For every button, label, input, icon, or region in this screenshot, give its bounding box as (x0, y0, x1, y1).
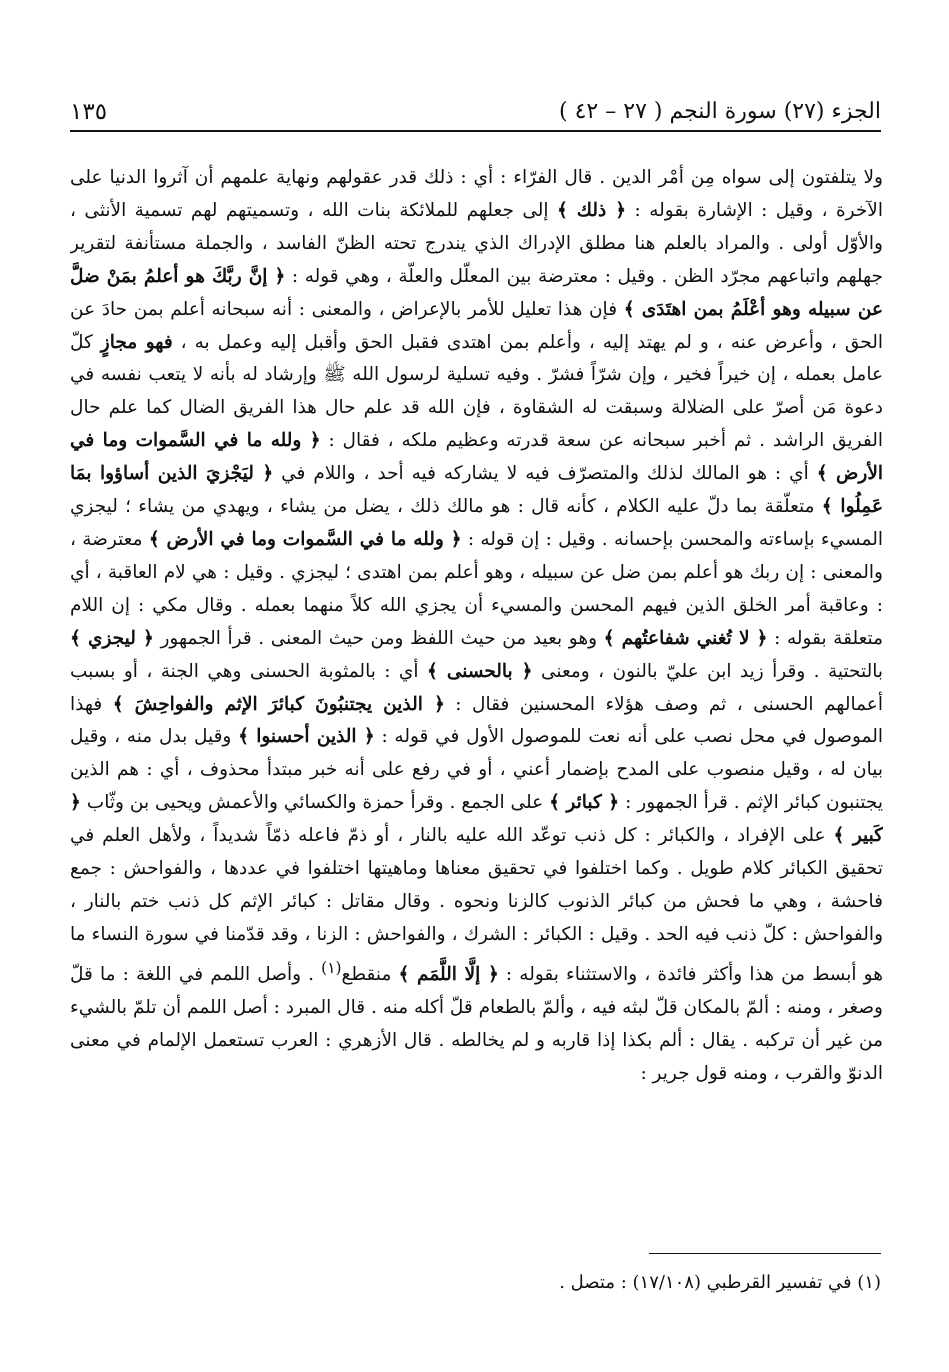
footnote: (١) في تفسير القرطبي (١٧/١٠٨) : متصل . (559, 1272, 881, 1293)
text-segment: على الإفراد ، والكبائر : كل ذنب توعّد الله عليه بالنار ، أو ذمّ فاعله ذمّاً شديداً ، ولأهل العلم في تحقيق الكبائر كلام طويل . وكما اختلفوا في تحقيق معناها وماهيتها اختلفوا في عددها ، والفواحش : جمع فاحشة ، وهي ما فحش من كبائر الذنوب كالزنا ونحوه . وقال مقاتل : كبائر الإثم كل ذنب ختم بالنار ، والفواحش : كلّ ذنب فيه الحد . وقيل : الكبائر : الشرك ، والفواحش : الزنا ، وقد قدّمنا في سورة النساء ما هو أبسط من هذا وأكثر فائدة ، والاستثناء بقوله : (70, 825, 883, 985)
quran-quote: ﴿ كبائر ﴾ (549, 792, 620, 814)
quran-quote: ﴿ إلَّا اللَّمَم ﴾ (398, 963, 499, 985)
footnote-rule (649, 1253, 881, 1254)
text-segment: إلى جعلهم للملائكة بنات الله ، وتسميتهم لهم تسمية الأنثى ، والأوّل أولى . والمراد بالعلم هنا مطلق الإدراك الذي يندرج تحته الظنّ الفاسد ، والجملة مستأنفة لتقرير جهلهم واتباعهم مجرّد الظن . وقيل : معترضة بين المعلّل والعلّة ، وهي قوله : (70, 199, 883, 287)
text-segment: أي : هو المالك لذلك والمتصرّف فيه لا يشاركه فيه أحد ، واللام في (281, 463, 809, 485)
quran-quote: ﴿ إنَّ ربَّكَ هو أعلمُ بمَنْ ضلَّ عن سبيله وهو أعْلَمُ بمن اهتَدَى ﴾ (70, 265, 883, 320)
quran-quote: ﴿ ليَجْزيَ الذين أساؤوا بمَا عَمِلُوا ﴾ (70, 463, 883, 518)
text-segment: فإن هذا تعليل للأمر بالإعراض ، والمعنى : أنه سبحانه أعلم بمن حادَ عن الحق ، وأعرض عنه ، و لم يهتد إليه ، وأعلم بمن اهتدى فقبل الحق وأقبل إليه وعمل به ، (70, 298, 883, 353)
text-segment: معترضة ، والمعنى : إن ربك هو أعلم بمن ضل عن سبيله ، وهو أعلم بمن اهتدى ؛ ليجزي . وقيل : هي لام العاقبة ، أي : وعاقبة أمر الخلق الذين فيهم المحسن والمسيء أن يجزي الله كلاً منهما بعمله . وقال مكي : إن اللام متعلقة بقوله : (70, 528, 883, 649)
text-segment: . وأصل اللمم في اللغة : ما قلّ وصغر ، ومنه : ألمّ بالمكان قلّ لبثه فيه ، وألمّ بالطعام قلّ أكله منه . قال المبرد : أصل اللمم أن تلمّ بالشيء من غير أن تركبه . يقال : ألم بكذا إذا قاربه و لم يخالطه . قال الأزهري : العرب تستعمل الإلمام في معنى الدنوّ والقرب ، ومنه قول جرير : (70, 963, 883, 1084)
quran-quote: ﴿ الذين يجتنبُونَ كبائرَ الإثم والفواحِشَ ﴾ (112, 693, 445, 715)
quran-quote: ﴿ ذلك ﴾ (556, 199, 627, 221)
text-segment: كلّ عامل بعمله ، إن خيراً فخير ، وإن شرّاً فشرّ . وفيه تسلية لرسول الله ﷺ وإرشاد له بأنه لا يتعب نفسه في دعوة مَن أصرّ على الضلالة وسبقت له الشقاوة ، فإن الله قد علم حال هذا الفريق الضال كما علم حال الفريق الراشد . ثم أخبر سبحانه عن سعة قدرته وعظيم ملكه ، فقال : (70, 331, 883, 452)
header-rule (70, 130, 881, 132)
quran-quote: ﴿ بالحسنى ﴾ (427, 660, 533, 682)
quran-quote: ﴿ الذين أحسنوا ﴾ (238, 726, 375, 748)
page-number: ١٣٥ (70, 99, 108, 125)
text-segment: ولا يتلفتون إلى سواه مِن أمْر الدين . قال الفرّاء : أي : ذلك قدر عقولهم ونهاية علمهم أن آثروا الدنيا على الآخرة ، وقيل : الإشارة بقوله : (70, 167, 883, 221)
quran-quote: ﴿ ليجزي ﴾ (70, 627, 154, 649)
text-segment: وقيل بدل منه ، وقيل بيان له ، وقيل منصوب على المدح بإضمار أعني ، أو في رفع على أنه خبر مبتدأ محذوف ، أي : هم الذين يجتنبون كبائر الإثم . قرأ الجمهور : (70, 726, 883, 814)
text-segment: متعلّقة بما دلّ عليه الكلام ، كأنه قال : هو مالك ذلك ، يضل من يشاء ، ويهدي من يشاء ؛ ليجزي المسيء بإساءته والمحسن بإحسانه . وقيل : إن قوله : (70, 496, 883, 550)
text-segment: وهو بعيد من حيث اللفظ ومن حيث المعنى . قرأ الجمهور (160, 627, 598, 649)
text-segment: بالتحتية . وقرأ زيد ابن عليّ بالنون ، ومعنى (540, 660, 883, 682)
quran-quote: ﴿ لا تُغني شفاعتُهم ﴾ (603, 627, 768, 649)
header-title: الجزء (٢٧) سورة النجم ( ٢٧ – ٤٢ ) (559, 99, 881, 124)
emphasis-text: فهو مجازٍ (100, 331, 173, 353)
running-header (70, 92, 881, 128)
quran-quote: ﴿ ولله ما في السَّموات وما في الأرض ﴾ (70, 430, 883, 485)
quran-quote: ﴿ كَبير ﴾ (70, 792, 883, 847)
body-text (70, 162, 883, 1222)
text-segment: فهذا الموصول في محل نصب على أنه نعت للموصول الأول في قوله : (70, 693, 883, 748)
text-segment: أي : بالمثوبة الحسنى وهي الجنة ، أو بسبب أعمالهم الحسنى ، ثم وصف هؤلاء المحسنين فقال : (70, 660, 883, 715)
text-segment: منقطع (341, 963, 392, 985)
footnote-reference: (١) (321, 958, 342, 977)
text-segment: على الجمع . وقرأ حمزة والكسائي والأعمش ويحيى بن وثّاب (86, 792, 544, 814)
main-paragraph (70, 162, 883, 1091)
quran-quote: ﴿ ولله ما في السَّموات وما في الأرض ﴾ (148, 528, 462, 550)
